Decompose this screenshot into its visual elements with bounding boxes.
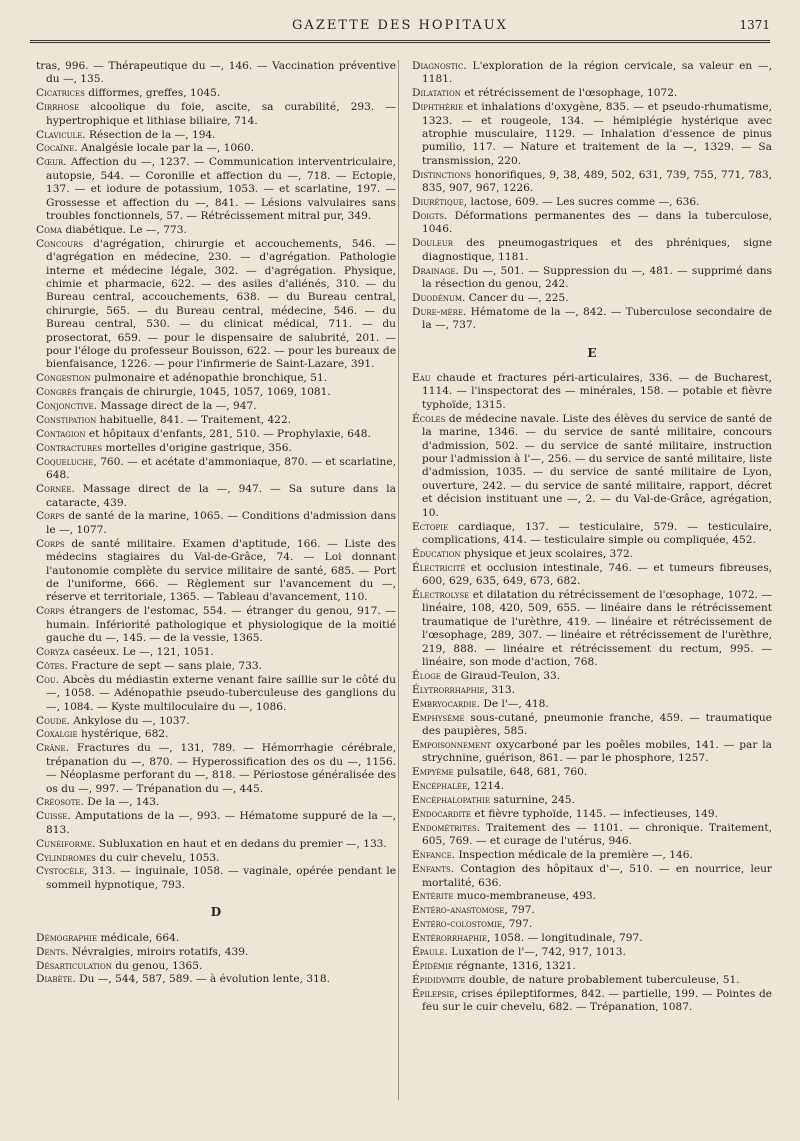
index-entry xyxy=(36,838,396,851)
entry-text: et occlusion intestinale, 746. — et tumeurs fibreuses, 600, 629, 635, 649, 673, 682. xyxy=(422,561,772,588)
entry-text: Déformations permanentes des — dans la tuberculose, 1046. xyxy=(422,209,772,236)
index-entry xyxy=(36,660,396,673)
index-entry xyxy=(412,712,772,739)
index-entry xyxy=(36,386,396,399)
index-entry xyxy=(412,863,772,890)
index-entry xyxy=(412,196,772,209)
index-entry xyxy=(36,142,396,155)
entry-term: Crâne. xyxy=(36,742,70,755)
index-entry xyxy=(412,413,772,520)
entry-text: Cancer du —, 225. xyxy=(465,291,569,304)
index-entry xyxy=(36,538,396,605)
entry-text: Du —, 501. — Suppression du —, 481. — supprimé dans la résection du genou, 242. xyxy=(422,264,772,290)
entry-term: Diabète. xyxy=(36,973,76,986)
entry-term: Épidémie xyxy=(412,960,453,972)
entry-text: diabétique. Le —, 773. xyxy=(62,223,187,236)
entry-text: de santé militaire. Examen d'aptitude, 166. — Liste des médecins stagiaires du Val-de-Grâce, 74. — Loi donnant l'autonomie complète du service militaire de santé, 685. — Port de l'uniforme, 666. — Règlement sur l'avancement du —, réserve et territoriale, 1365. — Tableau d'avancement, 110. xyxy=(46,537,396,604)
entry-text: hystérique, 682. xyxy=(77,728,169,741)
entry-term: Cornée. xyxy=(36,483,75,496)
entry-text: étrangers de l'estomac, 554. — étranger du genou, 917. — humain. Infériorité pathologique et physiologique de la moitié gauche du —, 145. — de la vessie, 1365. xyxy=(46,605,396,645)
entry-term: Endométrites. xyxy=(412,821,481,834)
header-rule xyxy=(30,40,770,43)
entry-term: Entérorrhaphie, xyxy=(412,932,491,945)
entry-term: Corps xyxy=(36,537,65,550)
entry-text: et fièvre typhoïde, 1145. — infectieuses, 149. xyxy=(471,808,718,821)
entry-term: Cunéiforme. xyxy=(36,837,96,850)
entry-text: médicale, 664. xyxy=(97,931,180,944)
index-entry xyxy=(36,456,396,483)
index-entry xyxy=(36,605,396,645)
entry-term: Douleur xyxy=(412,237,454,250)
entry-term: Doigts. xyxy=(412,209,448,222)
entry-term: Distinctions xyxy=(412,168,472,181)
entry-text: et inhalations d'oxygène, 835. — et pseudo-rhumatisme, 1323. — et rougeole, 134. — hémiplégie hystérique avec atrophie musculaire, 1129. — Inhalation d'essence de pinus pumilio, 117. — Nature et traitement de la —, 1329. — Sa transmission, 220. xyxy=(422,101,772,167)
entry-text: alcoolique du foie, ascite, sa curabilité, 293. — hypertrophique et lithiase biliaire, 714. xyxy=(46,101,396,127)
entry-term: Cylindromes xyxy=(36,851,96,864)
index-entry xyxy=(36,101,396,128)
entry-term: Empyème xyxy=(412,766,454,779)
index-entry xyxy=(36,510,396,537)
entry-text: et rétrécissement de l'œsophage, 1072. xyxy=(460,87,678,100)
entry-text: 1058. — longitudinale, 797. xyxy=(490,932,643,945)
index-entry xyxy=(36,852,396,865)
column-divider xyxy=(398,60,400,1100)
entry-text: Fracture de sept — sans plaie, 733. xyxy=(67,659,262,672)
entry-term: Éloge xyxy=(412,669,441,682)
index-entry xyxy=(412,210,772,237)
entry-term: Concours xyxy=(36,237,84,250)
index-entry xyxy=(412,292,772,305)
index-entry xyxy=(412,946,772,959)
entry-term: Désarticulation xyxy=(36,959,112,972)
entry-term: Démographie xyxy=(36,931,98,944)
index-entry xyxy=(36,238,396,372)
entry-term: Duodénum. xyxy=(412,291,466,304)
index-entry xyxy=(36,960,396,973)
entry-term: Éducation xyxy=(412,547,461,560)
entry-term: Corps xyxy=(36,510,65,523)
entry-term: Diphthérie xyxy=(412,101,464,114)
entry-term: Épaule. xyxy=(412,946,448,959)
entry-term: Coude. xyxy=(36,714,70,727)
entry-term: Ectopie xyxy=(412,520,449,533)
index-entry xyxy=(412,739,772,766)
index-entry xyxy=(412,698,772,711)
entry-text: régnante, 1316, 1321. xyxy=(452,960,576,972)
index-entry xyxy=(412,932,772,945)
index-entry xyxy=(36,728,396,741)
index-entry xyxy=(36,87,396,100)
entry-term: Élytrorrhaphie, xyxy=(412,683,488,696)
entry-text: lactose, 609. — Les sucres comme —, 636. xyxy=(467,196,700,209)
index-entry xyxy=(412,808,772,821)
entry-text: et hôpitaux d'enfants, 281, 510. — Prophylaxie, 648. xyxy=(85,427,371,440)
entry-term: Congrès xyxy=(36,386,77,399)
index-entry xyxy=(36,946,396,959)
index-entry xyxy=(412,101,772,168)
entry-text: double, de nature probablement tuberculeuse, 51. xyxy=(465,973,740,986)
entry-text: 797. xyxy=(505,918,533,931)
entry-term: Diagnostic. xyxy=(412,60,467,72)
index-entry xyxy=(412,562,772,589)
index-entry xyxy=(412,372,772,412)
entry-term: Côtes. xyxy=(36,659,68,672)
entry-text: cardiaque, 137. — testiculaire, 579. — testiculaire, complications, 414. — testiculaire simple ou compliquée, 452. xyxy=(422,520,772,546)
page-header xyxy=(30,10,770,50)
entry-term: Constipation xyxy=(36,414,97,427)
entry-text: Amputations de la —, 993. — Hématome suppuré de la —, 813. xyxy=(46,810,396,836)
entry-term: Coxalgie xyxy=(36,728,78,741)
index-entry xyxy=(36,973,396,986)
entry-term: Contractures xyxy=(36,441,103,454)
entry-text: oxycarboné par les poêles mobiles, 141. — par la strychnine, guérison, 861. — par le phosphore, 1257. xyxy=(422,739,772,765)
entry-text: Hématome de la —, 842. — Tuberculose secondaire de la —, 737. xyxy=(422,305,772,332)
index-entry xyxy=(36,865,396,892)
entry-term: Encéphalée, xyxy=(412,780,471,793)
entry-term: Enfants. xyxy=(412,863,455,876)
entry-text: saturnine, 245. xyxy=(489,794,575,807)
entry-term: Coryza xyxy=(36,645,70,658)
entry-term: Électricité xyxy=(412,561,466,574)
index-entry xyxy=(36,442,396,455)
entry-text: du genou, 1365. xyxy=(111,959,203,972)
entry-text: 1214. xyxy=(470,780,505,793)
index-entry xyxy=(412,670,772,683)
index-entry xyxy=(36,400,396,413)
index-entry xyxy=(36,715,396,728)
entry-text: Fractures du —, 131, 789. — Hémorrhagie cérébrale, trépanation du —, 870. — Hyperossification des os du —, 1156. — Néoplasme perforant du —, 818. — Périostose généralisée des os du —, 997. — Trépanation du —, 445. xyxy=(46,742,396,795)
entry-term: Électrolyse xyxy=(412,589,470,602)
index-entry xyxy=(412,60,772,87)
index-entry xyxy=(412,265,772,292)
index-entry xyxy=(412,684,772,697)
entry-text: 313. xyxy=(488,683,515,696)
entry-term: Dents. xyxy=(36,945,69,958)
entry-term: Épilepsie, xyxy=(412,987,458,1000)
entry-text: pulsatile, 648, 681, 760. xyxy=(453,766,588,779)
entry-term: Encéphalopathie xyxy=(412,794,490,807)
entry-text: habituelle, 841. — Traitement, 422. xyxy=(96,414,292,427)
entry-term: Endocardite xyxy=(412,808,472,821)
entry-term: Cœur. xyxy=(36,156,67,169)
entry-term: Cou. xyxy=(36,673,60,686)
entry-text: Luxation de l'—, 742, 917, 1013. xyxy=(447,946,626,959)
index-entry xyxy=(36,156,396,223)
entry-term: Cystocèle, xyxy=(36,865,88,878)
left-column xyxy=(36,60,396,987)
entry-text: Abcès du médiastin externe venant faire saillie sur le côté du —, 1058. — Adénopathie pseudo-tuberculeuse des ganglions du —, 1084. — Kyste multiloculaire du —, 1086. xyxy=(46,673,396,713)
entry-term: Créosote. xyxy=(36,796,84,809)
entry-text: muco-membraneuse, 493. xyxy=(453,890,597,903)
entry-text: de Giraud-Teulon, 33. xyxy=(440,669,561,682)
entry-term: Embryocardie. xyxy=(412,697,480,710)
entry-text: mortelles d'origine gastrique, 356. xyxy=(102,441,292,454)
entry-term: Entérite xyxy=(412,890,454,903)
index-entry xyxy=(412,548,772,561)
entry-text: honorifiques, 9, 38, 489, 502, 631, 739, 755, 771, 783, 835, 907, 967, 1226. xyxy=(422,168,772,195)
entry-text: chaude et fractures péri-articulaires, 336. — de Bucharest, 1114. — l'inspectorat des — minérales, 158. — potable et fièvre typhoïde, 1315. xyxy=(422,372,772,411)
entry-text: physique et jeux scolaires, 372. xyxy=(460,547,634,560)
index-entry xyxy=(412,918,772,931)
entry-term: Corps xyxy=(36,605,65,618)
entry-text: Traitement des — 1101. — chronique. Traitement, 605, 769. — et curage de l'utérus, 946. xyxy=(422,821,772,848)
index-entry xyxy=(36,674,396,714)
index-entry xyxy=(36,60,396,87)
entry-term: Cicatrices xyxy=(36,87,85,100)
entry-text: Contagion des hôpitaux d'—, 510. — en nourrice, leur mortalité, 636. xyxy=(422,863,772,889)
entry-text: Analgésie locale par la —, 1060. xyxy=(77,142,254,155)
index-entry xyxy=(412,87,772,100)
entry-term: Conjonctive. xyxy=(36,400,97,413)
entry-text: Affection du —, 1237. — Communication interventriculaire, autopsie, 544. — Coronille et affection du —, 718. — Ectopie, 137. — et iodure de potassium, 1053. — et scarlatine, 197. — Grossesse et affection du —, 841. — Lésions valvulaires sans troubles fonctionnels, 57. — Rétrécissement mitral pur, 349. xyxy=(46,156,396,222)
entry-term: Coma xyxy=(36,223,63,236)
section-letter: E xyxy=(587,345,597,360)
index-entry xyxy=(412,822,772,849)
index-entry xyxy=(36,414,396,427)
index-entry xyxy=(412,169,772,196)
index-entry xyxy=(412,306,772,333)
entry-text: pulmonaire et adénopathie bronchique, 51. xyxy=(90,372,328,385)
index-entry xyxy=(412,766,772,779)
index-entry xyxy=(36,428,396,441)
entry-text: Ankylose du —, 1037. xyxy=(69,714,190,727)
entry-term: Dilatation xyxy=(412,87,461,100)
entry-text: 797. xyxy=(507,904,535,917)
entry-term: Écoles xyxy=(412,412,446,425)
entry-term: Enfance. xyxy=(412,849,456,862)
entry-text: Résection de la —, 194. xyxy=(85,128,216,141)
index-entry xyxy=(36,483,396,510)
entry-term: Dure-mère. xyxy=(412,305,467,318)
entry-text: tras, 996. — Thérapeutique du —, 146. — Vaccination préventive du —, 135. xyxy=(36,60,396,86)
entry-text: français de chirurgie, 1045, 1057, 1069, 1081. xyxy=(76,386,331,399)
entry-text: sous-cutané, pneumonie franche, 459. — traumatique des paupières, 585. xyxy=(422,711,772,738)
index-entry xyxy=(412,974,772,987)
entry-term: Contagion xyxy=(36,427,86,440)
section-letter: D xyxy=(210,905,222,920)
entry-text: de santé de la marine, 1065. — Conditions d'admission dans le —, 1077. xyxy=(46,510,396,536)
index-entry xyxy=(412,960,772,973)
entry-term: Clavicule. xyxy=(36,128,86,141)
index-entry xyxy=(36,224,396,237)
entry-text: L'exploration de la région cervicale, sa valeur en —, 1181. xyxy=(422,60,772,86)
entry-term: Épididymite xyxy=(412,973,466,986)
entry-text: crises épileptiformes, 842. — partielle, 199. — Pointes de feu sur le cuir chevelu, 682. — Trépanation, 1087. xyxy=(422,987,772,1014)
entry-text: Subluxation en haut et en dedans du premier —, 133. xyxy=(95,837,387,850)
index-entry xyxy=(36,810,396,837)
entry-term: Entéro-anastomose, xyxy=(412,904,508,917)
index-entry xyxy=(36,932,396,945)
entry-text: d'agrégation, chirurgie et accouchements, 546. — d'agrégation en médecine, 230. — d'agrégation. Pathologie interne et médecine légale, 302. — d'agrégation. Physique, chimie et pharmacie, 622. — des asiles d'aliénés, 310. — du Bureau central, accouchements, 638. — du Bureau central, chirurgie, 565. — du Bureau central, médecine, 546. — du Bureau central, 530. — du clinicat médical, 711. — du prosectorat, 659. — pour le dispensaire de salubrité, 201. — pour l'éloge du professeur Bouisson, 622. — pour les bureaux de bienfaisance, 1226. — pour l'infirmerie de Saint-Lazare, 391. xyxy=(46,237,396,371)
entry-text: de médecine navale. Liste des élèves du service de santé de la marine, 1346. — du service de santé militaire, concours d'admission, 502. — du service de santé militaire, instruction pour l'admission à l'—, 256. — du service de santé militaire, liste d'admission, 1035. — du service de santé militaire de Lyon, ouverture, 242. — du service de santé militaire, rapport, décret et décision instituant une —, 2. — du Val-de-Grâce, agrégation, 10. xyxy=(422,412,772,519)
entry-text: Du —, 544, 587, 589. — à évolution lente, 318. xyxy=(75,973,330,986)
entry-text: Massage direct de la —, 947. — Sa suture dans la cataracte, 439. xyxy=(46,483,396,509)
entry-text: 760. — et acétate d'ammoniaque, 870. — et scarlatine, 648. xyxy=(46,455,396,482)
index-entry xyxy=(412,780,772,793)
entry-term: Eau xyxy=(412,372,431,385)
entry-text: Névralgies, miroirs rotatifs, 439. xyxy=(68,945,249,958)
entry-term: Diurétique, xyxy=(412,196,468,209)
entry-text: De l'—, 418. xyxy=(480,697,549,710)
journal-title: GAZETTE DES HOPITAUX xyxy=(292,18,508,33)
entry-term: Cocaïne. xyxy=(36,142,78,155)
index-entry xyxy=(412,794,772,807)
entry-text: 313. — inguinale, 1058. — vaginale, opérée pendant le sommeil hypnotique, 793. xyxy=(46,865,396,891)
entry-term: Entéro-colostomie, xyxy=(412,918,506,931)
index-entry xyxy=(412,988,772,1015)
index-entry xyxy=(36,646,396,659)
entry-text: Massage direct de la —, 947. xyxy=(96,400,257,413)
page-number: 1371 xyxy=(739,18,770,32)
right-column xyxy=(412,60,772,1015)
index-entry xyxy=(412,237,772,264)
entry-text: des pneumogastriques et des phréniques, signe diagnostique, 1181. xyxy=(422,237,772,263)
index-entry xyxy=(36,796,396,809)
entry-term: Cirrhose xyxy=(36,101,80,114)
index-entry xyxy=(412,849,772,862)
index-entry xyxy=(412,589,772,669)
index-entry xyxy=(36,129,396,142)
entry-text: De la —, 143. xyxy=(83,796,160,809)
entry-term: Emphysème xyxy=(412,711,465,724)
entry-text: et dilatation du rétrécissement de l'œsophage, 1072. — linéaire, 108, 420, 509, 655. — linéaire dans le rétrécissement traumatique de l'urèthre, 419. — linéaire et rétrécissement de l'œsophage, 289, 307. — linéaire et rétrécissement de l'urèthre, 219, 888. — linéaire et rétrécissement du rectum, 995. — linéaire, son mode d'action, 768. xyxy=(422,589,772,669)
entry-text: Inspection médicale de la première —, 146. xyxy=(455,849,693,862)
index-entry xyxy=(412,904,772,917)
entry-term: Empoisonnement xyxy=(412,739,492,751)
entry-text: du cuir chevelu, 1053. xyxy=(95,851,220,864)
entry-text: caséeux. Le —, 121, 1051. xyxy=(69,645,214,658)
index-entry xyxy=(36,742,396,796)
index-entry xyxy=(36,372,396,385)
entry-term: Drainage. xyxy=(412,264,459,277)
entry-term: Cuisse. xyxy=(36,810,71,823)
index-entry xyxy=(412,890,772,903)
entry-term: Coqueluche, xyxy=(36,455,97,468)
entry-text: difformes, greffes, 1045. xyxy=(84,87,221,100)
index-entry xyxy=(412,521,772,548)
entry-term: Congestion xyxy=(36,372,91,385)
